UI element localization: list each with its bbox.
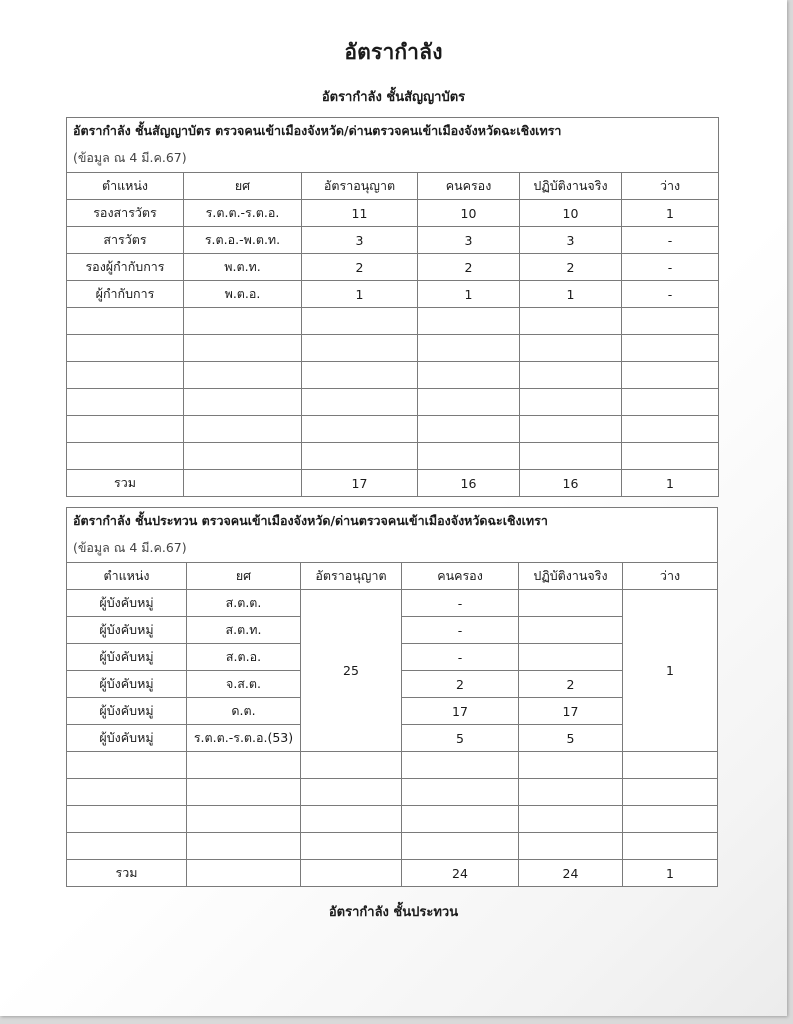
cell-actual: 17 [519,698,623,725]
total-rank [184,470,302,497]
cell-occupied: 3 [418,227,520,254]
empty-cell [184,389,302,416]
empty-cell [302,308,418,335]
empty-cell [184,308,302,335]
empty-row [67,752,718,779]
empty-cell [418,362,520,389]
empty-cell [67,833,187,860]
cell-actual [519,617,623,644]
empty-cell [520,362,622,389]
empty-cell [622,389,719,416]
cell-vacant: - [622,227,719,254]
cell-authorized-merged: 25 [301,590,402,752]
empty-cell [520,416,622,443]
empty-cell [519,779,623,806]
column-header-vacant: ว่าง [622,173,719,200]
cell-actual: 3 [520,227,622,254]
empty-cell [302,335,418,362]
empty-cell [418,416,520,443]
table-date-note: (ข้อมูล ณ 4 มี.ค.67) [73,540,187,555]
empty-cell [520,389,622,416]
empty-cell [67,779,187,806]
nco-table [66,507,718,887]
total-authorized: 17 [302,470,418,497]
empty-cell [67,362,184,389]
empty-cell [622,308,719,335]
total-vacant: 1 [622,470,719,497]
total-actual: 16 [520,470,622,497]
table-row [67,254,719,281]
table-caption [67,118,719,173]
cell-authorized: 1 [302,281,418,308]
total-row [67,470,719,497]
total-row [67,860,718,887]
table-row [67,200,719,227]
empty-cell [67,416,184,443]
officers-table [66,117,719,497]
empty-cell [418,443,520,470]
empty-cell [520,335,622,362]
cell-rank: พ.ต.ท. [184,254,302,281]
page-subtitle: อัตรากำลัง ชั้นสัญญาบัตร [321,90,466,105]
empty-cell [623,806,718,833]
empty-cell [418,308,520,335]
cell-rank: ส.ต.ต. [187,590,301,617]
empty-cell [622,443,719,470]
cell-rank: ร.ต.ต.-ร.ต.อ. [184,200,302,227]
cell-actual: 1 [520,281,622,308]
empty-cell [302,362,418,389]
cell-actual [519,644,623,671]
empty-cell [187,806,301,833]
empty-cell [67,308,184,335]
empty-cell [623,833,718,860]
table-header-row [67,563,718,590]
cell-position: ผู้บังคับหมู่ [67,590,187,617]
table-caption-title: อัตรากำลัง ชั้นสัญญาบัตร ตรวจคนเข้าเมืองจังหวัด/ด่านตรวจคนเข้าเมืองจังหวัดฉะเชิงเทรา [73,123,562,138]
cell-authorized: 2 [302,254,418,281]
cell-rank: จ.ส.ต. [187,671,301,698]
cell-occupied: 2 [418,254,520,281]
column-header-occupied: คนครอง [402,563,519,590]
empty-cell [67,443,184,470]
empty-cell [184,416,302,443]
cell-occupied: - [402,617,519,644]
empty-row [67,308,719,335]
empty-cell [519,833,623,860]
cell-actual [519,590,623,617]
empty-cell [418,389,520,416]
empty-cell [67,335,184,362]
empty-cell [520,308,622,335]
table-caption-row [67,118,719,173]
total-actual: 24 [519,860,623,887]
empty-cell [302,389,418,416]
cell-position: ผู้บังคับหมู่ [67,698,187,725]
cell-rank: ด.ต. [187,698,301,725]
cell-rank: ร.ต.ต.-ร.ต.อ.(53) [187,725,301,752]
column-header-rank: ยศ [187,563,301,590]
cell-position: ผู้บังคับหมู่ [67,617,187,644]
cell-actual: 2 [520,254,622,281]
cell-occupied: 10 [418,200,520,227]
empty-cell [519,806,623,833]
empty-row [67,443,719,470]
empty-cell [520,443,622,470]
column-header-actual: ปฏิบัติงานจริง [519,563,623,590]
total-label: รวม [67,470,184,497]
table-caption [67,508,718,563]
empty-row [67,362,719,389]
cell-rank: ส.ต.ท. [187,617,301,644]
cell-actual: 2 [519,671,623,698]
total-occupied: 16 [418,470,520,497]
footer-caption: อัตรากำลัง ชั้นประทวน [328,905,459,920]
empty-row [67,335,719,362]
cell-vacant-merged: 1 [623,590,718,752]
empty-cell [402,779,519,806]
cell-position: ผู้บังคับหมู่ [67,725,187,752]
total-occupied: 24 [402,860,519,887]
table-caption-title: อัตรากำลัง ชั้นประทวน ตรวจคนเข้าเมืองจังหวัด/ด่านตรวจคนเข้าเมืองจังหวัดฉะเชิงเทรา [73,513,548,528]
empty-row [67,416,719,443]
empty-cell [622,335,719,362]
empty-cell [67,389,184,416]
table-row [67,281,719,308]
empty-cell [187,779,301,806]
cell-occupied: 17 [402,698,519,725]
empty-cell [187,752,301,779]
empty-cell [402,752,519,779]
page-title: อัตรากำลัง [344,40,443,64]
table-header-row [67,173,719,200]
cell-occupied: 1 [418,281,520,308]
empty-cell [402,806,519,833]
empty-cell [302,443,418,470]
empty-row [67,806,718,833]
cell-position: รองผู้กำกับการ [67,254,184,281]
empty-cell [622,416,719,443]
cell-vacant: - [622,281,719,308]
empty-row [67,779,718,806]
empty-cell [302,416,418,443]
table-row [67,590,718,617]
cell-occupied: 2 [402,671,519,698]
cell-vacant: 1 [622,200,719,227]
cell-rank: ร.ต.อ.-พ.ต.ท. [184,227,302,254]
cell-actual: 5 [519,725,623,752]
total-rank [187,860,301,887]
empty-cell [402,833,519,860]
cell-rank: พ.ต.อ. [184,281,302,308]
column-header-rank: ยศ [184,173,302,200]
total-vacant: 1 [623,860,718,887]
table-date-note: (ข้อมูล ณ 4 มี.ค.67) [73,150,187,165]
cell-rank: ส.ต.อ. [187,644,301,671]
empty-row [67,389,719,416]
empty-cell [67,752,187,779]
column-header-position: ตำแหน่ง [67,563,187,590]
cell-authorized: 3 [302,227,418,254]
cell-occupied: 5 [402,725,519,752]
empty-cell [301,806,402,833]
empty-cell [184,335,302,362]
empty-cell [301,779,402,806]
empty-cell [623,779,718,806]
column-header-actual: ปฏิบัติงานจริง [520,173,622,200]
empty-cell [301,752,402,779]
cell-position: รองสารวัตร [67,200,184,227]
empty-cell [184,443,302,470]
cell-actual: 10 [520,200,622,227]
empty-cell [184,362,302,389]
cell-vacant: - [622,254,719,281]
cell-occupied: - [402,644,519,671]
cell-position: ผู้บังคับหมู่ [67,644,187,671]
empty-cell [418,335,520,362]
empty-cell [623,752,718,779]
cell-occupied: - [402,590,519,617]
empty-cell [301,833,402,860]
empty-cell [519,752,623,779]
cell-position: ผู้กำกับการ [67,281,184,308]
total-authorized [301,860,402,887]
cell-position: ผู้บังคับหมู่ [67,671,187,698]
column-header-occupied: คนครอง [418,173,520,200]
empty-row [67,833,718,860]
column-header-position: ตำแหน่ง [67,173,184,200]
cell-authorized: 11 [302,200,418,227]
empty-cell [187,833,301,860]
column-header-authorized: อัตราอนุญาต [302,173,418,200]
cell-position: สารวัตร [67,227,184,254]
column-header-vacant: ว่าง [623,563,718,590]
table-row [67,227,719,254]
empty-cell [67,806,187,833]
column-header-authorized: อัตราอนุญาต [301,563,402,590]
empty-cell [622,362,719,389]
total-label: รวม [67,860,187,887]
table-caption-row [67,508,718,563]
